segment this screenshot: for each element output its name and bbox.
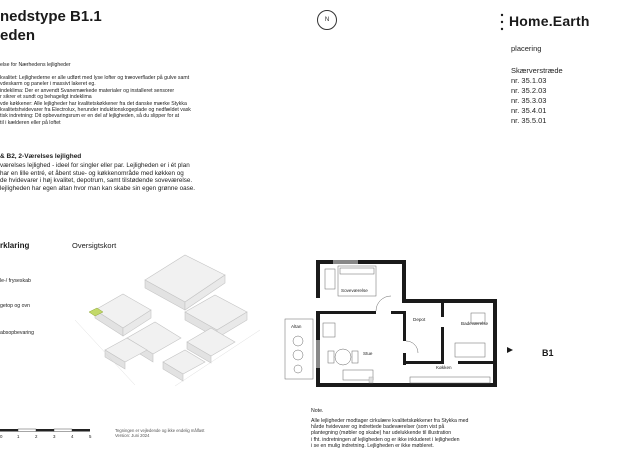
note-heading: Note. xyxy=(311,408,324,414)
entrance-arrow-icon xyxy=(507,347,513,353)
scale-bar xyxy=(0,427,95,439)
placement-label: placering xyxy=(511,44,542,53)
scale-tick: 2 xyxy=(35,434,38,439)
apartment-description xyxy=(0,162,195,192)
page-subtitle: eden xyxy=(0,27,36,44)
room-label-balcony: Altan xyxy=(291,324,302,329)
feature-line: vde køkkener: Alle lejligheder har kvalitetskøkkener fra det danske mærke Stykka xyxy=(0,100,187,107)
description-line: værelses lejlighed - ideel for singler eller par. Lejligheden er i ét plan xyxy=(0,162,190,169)
note-line: plantegning (møbler og skabe) har udelukkende til illustration xyxy=(311,430,452,437)
feature-line: r sikrer et sundt og behageligt indeklima xyxy=(0,94,92,101)
intro-text: else for Nærhedens lejligheder xyxy=(0,62,71,68)
note-line: Alle lejligheder modtager cirkulære kvalitetskøkkener fra Stykka med xyxy=(311,418,469,424)
scale-tick: 4 xyxy=(71,434,74,439)
description-line: har en lille entré, et åbent stue- og køkkenområde med køkken og xyxy=(0,169,184,177)
room-label-living: Stue xyxy=(363,351,373,356)
legend-item-stove: getop og ovn xyxy=(0,303,30,309)
feature-line: vdeskarm og paneler i massivt lakeret eg. xyxy=(0,81,96,88)
unit-number: nr. 35.1.03 xyxy=(511,76,547,85)
scale-tick: 3 xyxy=(53,434,56,439)
brand-logo-dots-icon xyxy=(500,12,508,34)
overview-map xyxy=(75,250,260,390)
note-line: hårde hvidevarer og indrettede badeværelser (som vist på xyxy=(311,424,445,431)
note-text xyxy=(311,418,468,449)
room-label-bedroom: Soveværelse xyxy=(341,288,368,293)
unit-number: nr. 35.3.03 xyxy=(511,96,547,105)
room-label-bath: Badeværelse xyxy=(461,321,489,326)
note-line: i se en mulig indretning. Lejligheden er ikke møbleret. xyxy=(311,442,434,449)
unit-number: nr. 35.5.01 xyxy=(511,116,547,125)
unit-number: nr. 35.4.01 xyxy=(511,106,547,115)
description-line: de hvidevarer i høj kvalitet, depotrum, samt tilstødende soveværelse. xyxy=(0,177,193,185)
scale-tick: 1 xyxy=(17,434,20,439)
note-line: i fht. indretningen af lejligheden og er ikke inkluderet i lejligheden xyxy=(311,436,460,443)
legend-heading: rklaring xyxy=(0,241,30,250)
unit-number: nr. 35.2.03 xyxy=(511,86,547,95)
scale-tick: 0 xyxy=(0,434,3,439)
floor-plan xyxy=(283,255,513,395)
room-label-depot: Depot xyxy=(413,317,426,322)
feature-line: tisk indretning: Dit opbevaringsrum er en del af lejligheden, så du slipper for at xyxy=(0,113,180,120)
scale-caption xyxy=(115,428,204,438)
legend-item-fridge: le-/ fryseskab xyxy=(0,278,31,284)
address: Skærverstræde xyxy=(511,66,563,75)
feature-line: indeklima: Der er anvendt Svanemærkede materialer og installeret sensorer xyxy=(0,87,175,94)
overview-heading: Oversigtskort xyxy=(72,241,117,250)
feature-line: til i kælderen eller på loftet xyxy=(0,119,61,126)
caption-line: Version: Juni 2024 xyxy=(115,433,150,438)
description-line: lejligheden har egen altan hvor man kan skabe sin egen grønne oase. xyxy=(0,184,195,192)
apartment-heading: & B2, 2-Værelses lejlighed xyxy=(0,153,82,160)
north-compass-icon: N xyxy=(317,10,337,30)
page-title: nedstype B1.1 xyxy=(0,8,102,25)
feature-line: kvalitetshvidevarer fra Electrolux, herunder induktionskogeplade og nedfældet vask xyxy=(0,107,191,114)
feature-line: kvalitet: Lejlighederne er alle udført med lyse lofter og træoverflader på gulve samt xyxy=(0,75,190,81)
room-label-kitchen: Køkken xyxy=(436,365,452,370)
apartment-type-label: B1 xyxy=(542,348,554,358)
scale-tick: 5 xyxy=(89,434,92,439)
legend-item-storage: absopbevaring xyxy=(0,330,35,336)
features-list xyxy=(0,75,191,126)
caption-line: Tegningen er vejledende og ikke endelig målfast xyxy=(115,428,205,433)
brand-name: Home.Earth xyxy=(509,13,590,29)
